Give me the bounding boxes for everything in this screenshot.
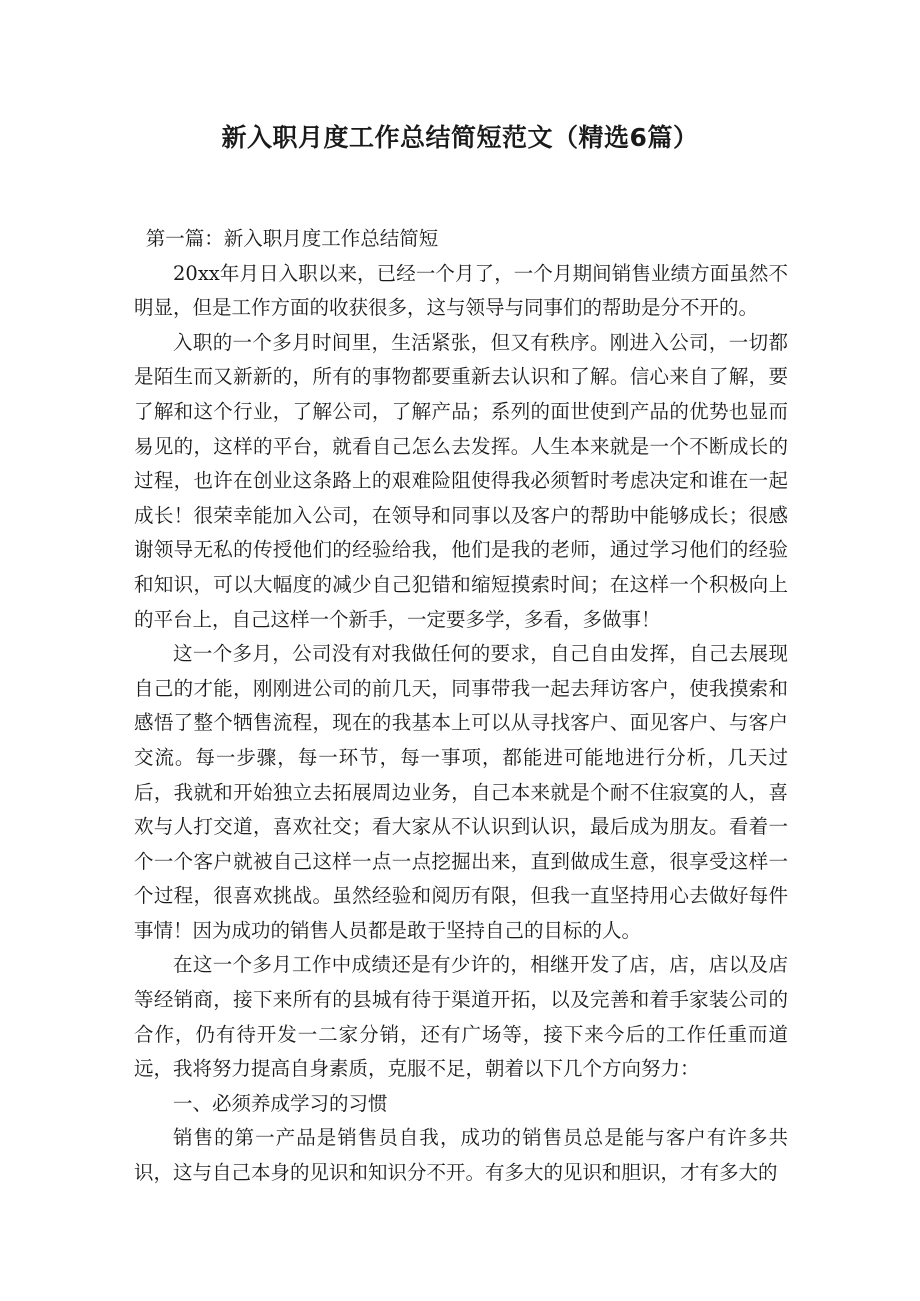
paragraph: 这一个多月，公司没有对我做任何的要求，自己自由发挥，自己去展现自己的才能，刚刚进公司的前几天，同事带我一起去拜访客户，使我摸索和感悟了整个牺售流程，现在的我基本上可以从寻找客户、面见客户、与客户交流。每一步骤，每一环节，每一事项，都能进可能地进行分析，几天过后，我就和开始独立去拓展周边业务，自己本来就是个耐不住寂寞的人，喜欢与人打交道，喜欢社交；看大家从不认识到认识，最后成为朋友。看着一个一个客户就被自己这样一点一点挖掘出来，直到做成生意，很享受这样一个过程，很喜欢挑战。虽然经验和阅历有限，但我一直坚持用心去做好每件事情！因为成功的销售人员都是敢于坚持自己的目标的人。 xyxy=(134,642,788,942)
paragraph: 销售的第一产品是销售员自我，成功的销售员总是能与客户有许多共识，这与自己本身的见识和知识分不开。有多大的见识和胆识，才有多大的 xyxy=(134,1126,788,1185)
document-title: 新入职月度工作总结简短范文（精选6篇） xyxy=(221,123,699,152)
paragraph: 入职的一个多月时间里，生活紧张，但又有秩序。刚进入公司，一切都是陌生而又新新的，所有的事物都要重新去认识和了解。信心来自了解，要了解和这个行业，了解公司，了解产品；系列的面世使到产品的优势也显而易见的，这样的平台，就看自己怎么去发挥。人生本来就是一个不断成长的过程，也许在创业这条路上的艰难险阻使得我必须暂时考虑决定和谁在一起成长！很荣幸能加入公司，在领导和同事以及客户的帮助中能够成长；很感谢领导无私的传授他们的经验给我，他们是我的老师，通过学习他们的经验和知识，可以大幅度的减少自己犯错和缩短摸索时间；在这样一个积极向上的平台上，自己这样一个新手，一定要多学，多看，多做事！ xyxy=(134,330,788,631)
paragraph: 在这一个多月工作中成绩还是有少许的，相继开发了店，店，店以及店等经销商，接下来所有的县城有待于渠道开拓，以及完善和着手家装公司的合作，仍有待开发一二家分销，还有广场等，接下来今后的工作任重而道远，我将努力提高自身素质，克服不足，朝着以下几个方向努力： xyxy=(134,953,788,1081)
paragraph: 20xx年月日入职以来，已经一个月了，一个月期间销售业绩方面虽然不明显，但是工作方面的收获很多，这与领导与同事们的帮助是分不开的。 xyxy=(134,261,788,320)
document-body xyxy=(134,222,788,1191)
subheading: 一、必须养成学习的习惯 xyxy=(173,1091,388,1115)
section-heading: 第一篇：新入职月度工作总结简短 xyxy=(145,227,439,250)
